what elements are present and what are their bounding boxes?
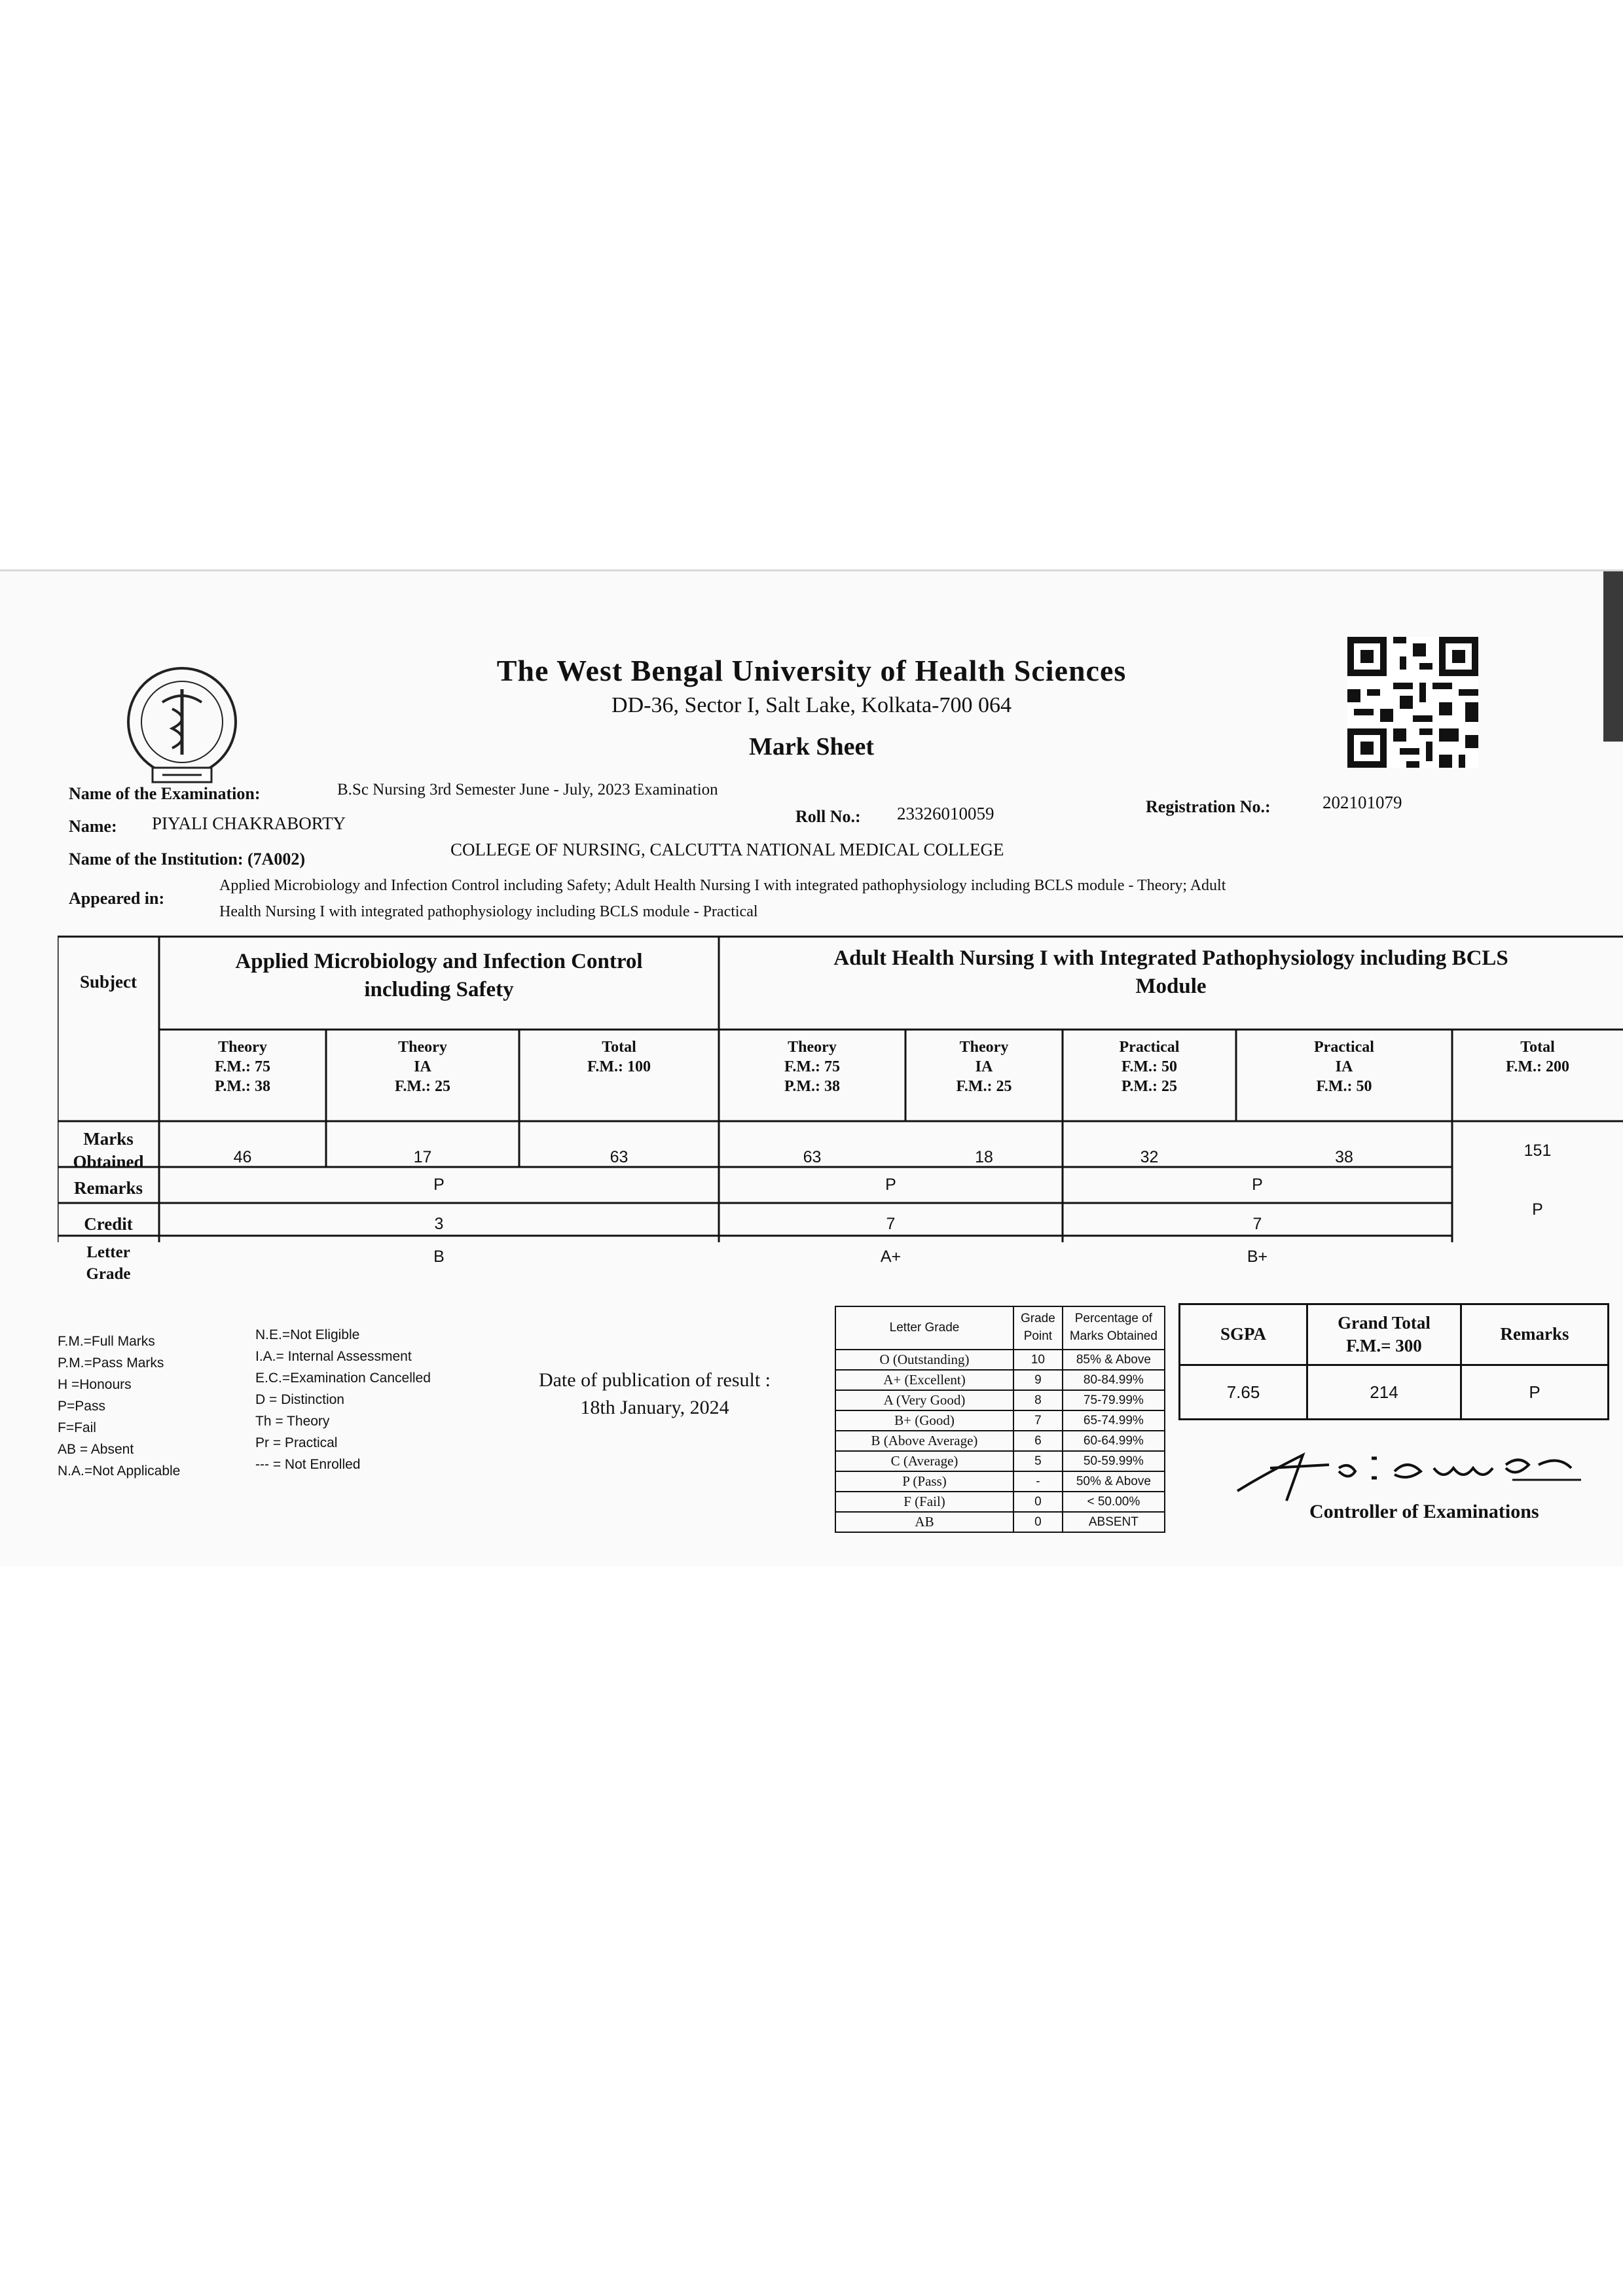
- grade-scale-row: [835, 1410, 1165, 1431]
- mark-s2-practical-ia: 38: [1335, 1148, 1353, 1166]
- grade-name: AB: [835, 1512, 1013, 1532]
- subject1-col-theory-ia: [326, 1037, 519, 1096]
- grade-header-point: [1013, 1306, 1063, 1350]
- mark-s2-theory-ia: 18: [975, 1148, 993, 1166]
- registration-label: Registration No.:: [1146, 797, 1271, 816]
- student-name: PIYALI CHAKRABORTY: [152, 814, 346, 833]
- grade-point: -: [1013, 1471, 1063, 1492]
- header-line: Percentage of: [1074, 1312, 1153, 1326]
- subject1-title-line1: Applied Microbiology and Infection Control: [235, 950, 643, 973]
- summary-value-row: [1180, 1365, 1609, 1420]
- grade-scale-row: [835, 1451, 1165, 1471]
- col-header-line: Total: [1520, 1039, 1555, 1056]
- col-header-line: Theory: [788, 1039, 837, 1056]
- grade-name: B (Above Average): [835, 1431, 1013, 1451]
- grade-point: 9: [1013, 1370, 1063, 1390]
- grade-range: 75-79.99%: [1063, 1390, 1165, 1410]
- col-header-line: P.M.: 38: [214, 1078, 271, 1095]
- mark-s2-theory: 63: [803, 1148, 822, 1166]
- grade-point: 5: [1013, 1451, 1063, 1471]
- institution-label: Name of the Institution: (7A002): [69, 850, 306, 869]
- summary-remarks-label: Remarks: [1461, 1304, 1609, 1365]
- s1-credit: 3: [434, 1215, 444, 1233]
- mark-s2-practical: 32: [1140, 1148, 1159, 1166]
- col-header-line: F.M.: 75: [214, 1058, 271, 1075]
- grade-point: 0: [1013, 1492, 1063, 1512]
- col-header-line: F.M.: 50: [1121, 1058, 1178, 1075]
- mark-s1-total: 63: [610, 1148, 629, 1166]
- university-address: DD-36, Sector I, Salt Lake, Kolkata-700 064: [611, 693, 1012, 717]
- abbr-item: Th = Theory: [255, 1414, 330, 1429]
- subject2-col-theory: [719, 1037, 905, 1096]
- subject1-col-total: [519, 1037, 719, 1077]
- abbr-item: F.M.=Full Marks: [58, 1334, 155, 1349]
- col-header-line: Practical: [1119, 1039, 1180, 1056]
- sgpa-value: 7.65: [1180, 1365, 1307, 1420]
- grade-name: C (Average): [835, 1451, 1013, 1471]
- subject-header-label: Subject: [80, 972, 137, 992]
- grade-scale-header: [835, 1306, 1165, 1350]
- abbr-item: I.A.= Internal Assessment: [255, 1349, 412, 1364]
- col-header-line: P.M.: 25: [1121, 1078, 1178, 1095]
- controller-title: Controller of Examinations: [1309, 1501, 1539, 1522]
- grade-point: 7: [1013, 1410, 1063, 1431]
- document-title: Mark Sheet: [748, 733, 875, 761]
- mark-s1-theory: 46: [233, 1148, 252, 1166]
- col-header-line: F.M.: 25: [394, 1078, 451, 1095]
- row-label-credit: Credit: [84, 1214, 133, 1234]
- grade-name: A+ (Excellent): [835, 1370, 1013, 1390]
- grade-scale-row: [835, 1431, 1165, 1451]
- s2-theory-remarks: P: [885, 1175, 896, 1194]
- grade-scale-row: [835, 1350, 1165, 1370]
- grade-range: 60-64.99%: [1063, 1431, 1165, 1451]
- roll-number: 23326010059: [897, 804, 994, 823]
- col-header-line: Practical: [1314, 1039, 1374, 1056]
- grade-scale-table: [835, 1306, 1165, 1533]
- s2-theory-letter-grade: A+: [880, 1247, 902, 1266]
- abbr-item: --- = Not Enrolled: [255, 1457, 361, 1472]
- mark-s2-total: 151: [1523, 1141, 1552, 1160]
- col-header-line: F.M.: 100: [587, 1058, 651, 1075]
- grade-scale-row: [835, 1370, 1165, 1390]
- subject2-title: [719, 944, 1623, 1001]
- abbr-item: N.A.=Not Applicable: [58, 1463, 181, 1479]
- appeared-subjects-line1: Applied Microbiology and Infection Control including Safety; Adult Health Nursing I with integrated pathophysiology including BCLS module - Theory; Adult: [219, 877, 1226, 894]
- institution-name: COLLEGE OF NURSING, CALCUTTA NATIONAL MEDICAL COLLEGE: [450, 840, 1004, 859]
- appeared-subjects-line2: Health Nursing I with integrated pathophysiology including BCLS module - Practical: [219, 903, 758, 920]
- col-header-line: Total: [602, 1039, 636, 1056]
- grade-point: 8: [1013, 1390, 1063, 1410]
- grade-scale-row: [835, 1512, 1165, 1532]
- subject1-title: [159, 948, 719, 1004]
- col-header-line: F.M.: 75: [784, 1058, 841, 1075]
- appeared-label: Appeared in:: [69, 889, 165, 908]
- col-header-line: Theory: [218, 1039, 267, 1056]
- subject1-title-line2: including Safety: [364, 977, 514, 1001]
- abbr-item: E.C.=Examination Cancelled: [255, 1371, 431, 1386]
- exam-value: B.Sc Nursing 3rd Semester June - July, 2023 Examination: [337, 781, 718, 798]
- publication-date: 18th January, 2024: [580, 1397, 729, 1418]
- mark-s1-theory-ia: 17: [413, 1148, 432, 1166]
- header-line: Grade: [1021, 1312, 1055, 1326]
- row-label-remarks: Remarks: [74, 1178, 143, 1198]
- row-label-marks: [58, 1128, 159, 1174]
- grade-name: B+ (Good): [835, 1410, 1013, 1431]
- publication-date-block: [517, 1367, 792, 1422]
- mark-sheet: [0, 569, 1623, 1566]
- name-label: Name:: [69, 817, 117, 836]
- col-header-line: P.M.: 38: [784, 1078, 841, 1095]
- grade-name: A (Very Good): [835, 1390, 1013, 1410]
- grade-name: O (Outstanding): [835, 1350, 1013, 1370]
- abbr-item: H =Honours: [58, 1377, 132, 1392]
- grade-scale-row: [835, 1390, 1165, 1410]
- grade-range: ABSENT: [1063, 1512, 1165, 1532]
- s2-practical-letter-grade: B+: [1247, 1247, 1268, 1266]
- col-header-line: Theory: [959, 1039, 1009, 1056]
- subject2-col-theory-ia: [905, 1037, 1063, 1096]
- grade-header-letter: Letter Grade: [835, 1306, 1013, 1350]
- registration-number: 202101079: [1322, 793, 1402, 812]
- exam-label: Name of the Examination:: [69, 784, 261, 803]
- row-label-line: Marks: [83, 1129, 134, 1149]
- s2-theory-credit: 7: [886, 1215, 896, 1233]
- col-header-line: IA: [975, 1058, 993, 1075]
- header-line: Grand Total: [1338, 1312, 1431, 1333]
- col-header-line: Theory: [398, 1039, 447, 1056]
- subject2-col-practical-ia: [1236, 1037, 1452, 1096]
- subject2-col-total: [1452, 1037, 1623, 1077]
- row-label-line: Grade: [86, 1265, 131, 1283]
- summary-remarks-value: P: [1461, 1365, 1609, 1420]
- col-header-line: IA: [1335, 1058, 1353, 1075]
- grade-scale-row: [835, 1471, 1165, 1492]
- grade-range: 65-74.99%: [1063, 1410, 1165, 1431]
- s2-total-remarks: P: [1532, 1200, 1543, 1219]
- s1-letter-grade: B: [433, 1247, 445, 1266]
- abbreviations-right: [255, 1324, 431, 1475]
- header-line: Marks Obtained: [1069, 1329, 1158, 1343]
- university-name: The West Bengal University of Health Sciences: [496, 654, 1127, 687]
- abbr-item: D = Distinction: [255, 1392, 344, 1407]
- abbr-item: F=Fail: [58, 1420, 96, 1435]
- grade-point: 6: [1013, 1431, 1063, 1451]
- summary-header-row: [1180, 1304, 1609, 1365]
- abbr-item: P.M.=Pass Marks: [58, 1355, 164, 1371]
- grand-total-value: 214: [1307, 1365, 1461, 1420]
- grade-name: P (Pass): [835, 1471, 1013, 1492]
- subject2-col-practical: [1063, 1037, 1236, 1096]
- header-line: F.M.= 300: [1346, 1336, 1422, 1355]
- col-header-line: F.M.: 50: [1316, 1078, 1372, 1095]
- roll-label: Roll No.:: [795, 807, 861, 826]
- s2-practical-credit: 7: [1252, 1215, 1262, 1233]
- sgpa-label: SGPA: [1180, 1304, 1307, 1365]
- publication-label: Date of publication of result :: [538, 1369, 771, 1391]
- controller-signature: [1224, 1429, 1591, 1507]
- grade-point: 0: [1013, 1512, 1063, 1532]
- abbreviations-left: [58, 1331, 180, 1482]
- grade-header-percentage: [1063, 1306, 1165, 1350]
- row-label-line: Letter: [86, 1244, 130, 1261]
- sgpa-summary-table: [1178, 1303, 1609, 1420]
- subject2-title-line2: Module: [1135, 974, 1207, 998]
- grade-point: 10: [1013, 1350, 1063, 1370]
- s2-practical-remarks: P: [1252, 1175, 1263, 1194]
- abbr-item: AB = Absent: [58, 1442, 134, 1457]
- grade-range: 50-59.99%: [1063, 1451, 1165, 1471]
- grade-name: F (Fail): [835, 1492, 1013, 1512]
- subject1-col-theory: [159, 1037, 326, 1096]
- col-header-line: F.M.: 25: [956, 1078, 1012, 1095]
- abbr-item: Pr = Practical: [255, 1435, 338, 1450]
- grade-range: 85% & Above: [1063, 1350, 1165, 1370]
- col-header-line: F.M.: 200: [1505, 1058, 1570, 1075]
- grade-range: < 50.00%: [1063, 1492, 1165, 1512]
- header-line: Point: [1023, 1329, 1053, 1343]
- grade-range: 80-84.99%: [1063, 1370, 1165, 1390]
- grand-total-label: [1307, 1304, 1461, 1365]
- abbr-item: P=Pass: [58, 1399, 105, 1414]
- abbr-item: N.E.=Not Eligible: [255, 1327, 360, 1342]
- row-label-grade: [58, 1242, 159, 1285]
- s1-remarks: P: [433, 1175, 445, 1194]
- subject2-title-line1: Adult Health Nursing I with Integrated Pathophysiology including BCLS: [833, 946, 1508, 970]
- grade-range: 50% & Above: [1063, 1471, 1165, 1492]
- row-label-line: Obtained: [73, 1152, 144, 1172]
- grade-scale-row: [835, 1492, 1165, 1512]
- col-header-line: IA: [414, 1058, 431, 1075]
